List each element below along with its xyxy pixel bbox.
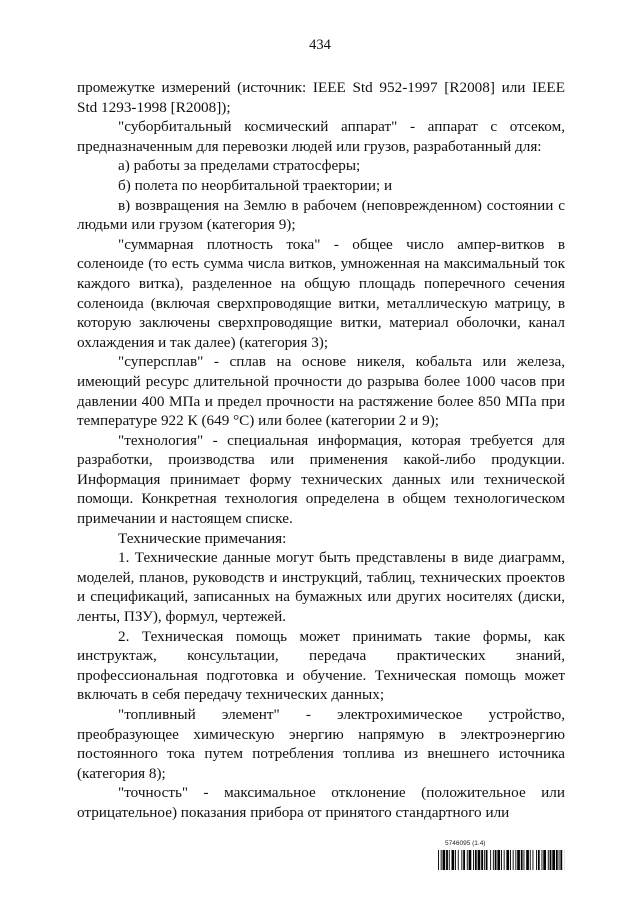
paragraph: "суборбитальный космический аппарат" - аппарат с отсеком, предназначенным для перевозки людей или грузов, разработанный для: <box>77 118 565 155</box>
page-number: 434 <box>309 37 331 53</box>
paragraph: "суммарная плотность тока" - общее число ампер-витков в соленоиде (то есть сумма числа витков, умноженная на максимальный ток каждого витка), разделенное на общую площадь поперечного сечения соленоида (включая сверхпроводящие витки, металлическую матрицу, в которую заключены сверхпроводящие витки, материал оболочки, канал охлаждения и так далее) (категория 3); <box>77 235 565 351</box>
note-item: 2. Техническая помощь может принимать такие формы, как инструктаж, консультации, передача практических знаний, профессиональная подготовка и обучение. Техническая помощь может включать в себя передачу технических данных; <box>77 627 565 704</box>
document-body <box>77 78 565 823</box>
document-code: 5746095 (1.4) <box>445 840 486 847</box>
paragraph: "суперсплав" - сплав на основе никеля, кобальта или железа, имеющий ресурс длительной прочности до разрыва более 1000 часов при давлении 400 МПа и предел прочности на растяжение более 850 МПа при температуре 922 К (649 °C) или более (категории 2 и 9); <box>77 353 565 430</box>
paragraph: "топливный элемент" - электрохимическое устройство, преобразующее химическую энергию напрямую в электроэнергию постоянного тока путем потребления топлива из внешнего источника (категория 8); <box>77 706 565 782</box>
paragraph: "технология" - специальная информация, которая требуется для разработки, производства или применения какой-либо продукции. Информация принимает форму технических данных или технической помощи. Конкретная технология определена в общем технологическом примечании и настоящем списке. <box>77 431 565 528</box>
list-item: в) возвращения на Землю в рабочем (неповрежденном) состоянии с людьми или грузом (категория 9); <box>77 196 565 234</box>
list-item: б) полета по неорбитальной траектории; и <box>118 176 393 194</box>
paragraph: "точность" - максимальное отклонение (положительное или отрицательное) показания прибора от принятого стандартного или <box>77 784 565 821</box>
barcode <box>438 850 565 870</box>
paragraph: промежутке измерений (источник: IEEE Std 952-1997 [R2008] или IEEE Std 1293-1998 [R2008]); <box>77 79 565 116</box>
section-heading: Технические примечания: <box>118 529 287 547</box>
note-item: 1. Технические данные могут быть представлены в виде диаграмм, моделей, планов, руководств и инструкций, таблиц, технических проектов и спецификаций, записанных на бумажных или других носителях (диски, ленты, ПЗУ), формул, чертежей. <box>77 549 565 626</box>
list-item: а) работы за пределами стратосферы; <box>118 157 361 175</box>
